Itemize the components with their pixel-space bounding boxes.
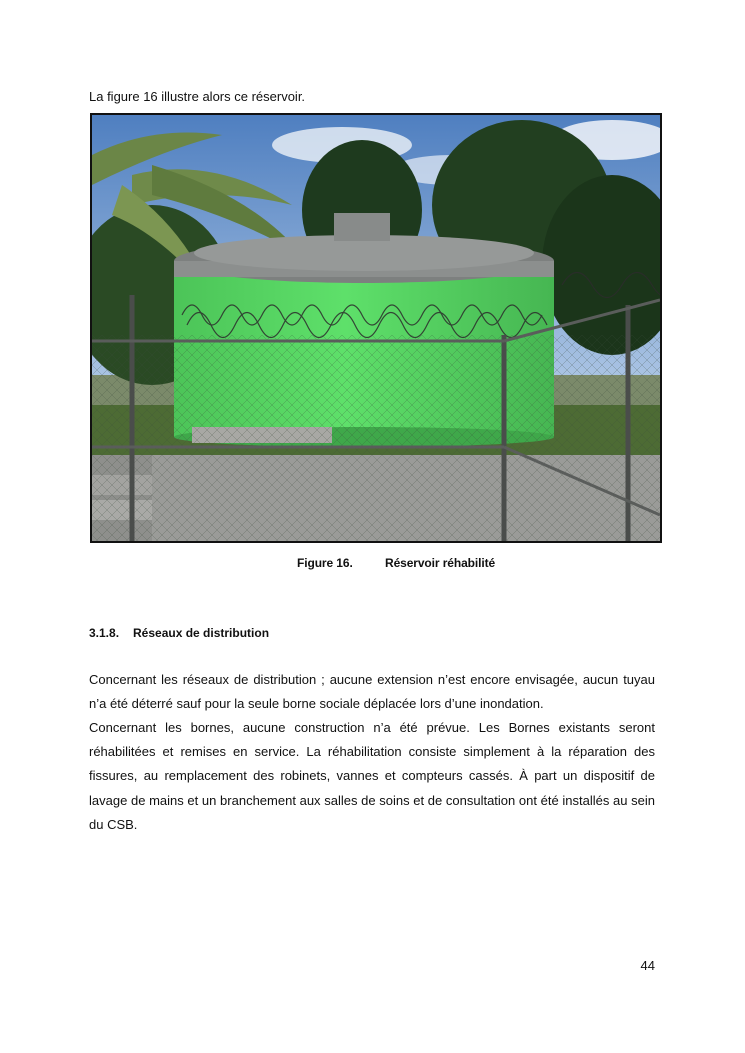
reservoir-illustration [92,115,660,541]
paragraph: Concernant les bornes, aucune construction n’a été prévue. Les Bornes existants seront réhabilitées et remises en service. La réhabilitation consiste simplement à la réparation des fissures, au remplacement des robinets, vannes et compteurs cassés. À part un dispositif de lavage de mains et un branchement aux salles de soins et de consultation ont été installés au sein du CSB. [89,720,655,832]
paragraph: Concernant les réseaux de distribution ; aucune extension n’est encore envisagée, aucun tuyau n’a été déterré sauf pour la seule borne sociale déplacée lors d’une inondation. [89,672,655,712]
figure-label: Figure 16. [297,556,353,570]
section-title: Réseaux de distribution [133,626,270,640]
figure-title: Réservoir réhabilité [385,556,496,570]
intro-text: La figure 16 illustre alors ce réservoir. [89,89,306,104]
section-heading [89,626,269,640]
reservoir-photo [90,113,662,543]
section-number: 3.1.8. [89,626,120,640]
page-number: 44 [640,958,655,973]
